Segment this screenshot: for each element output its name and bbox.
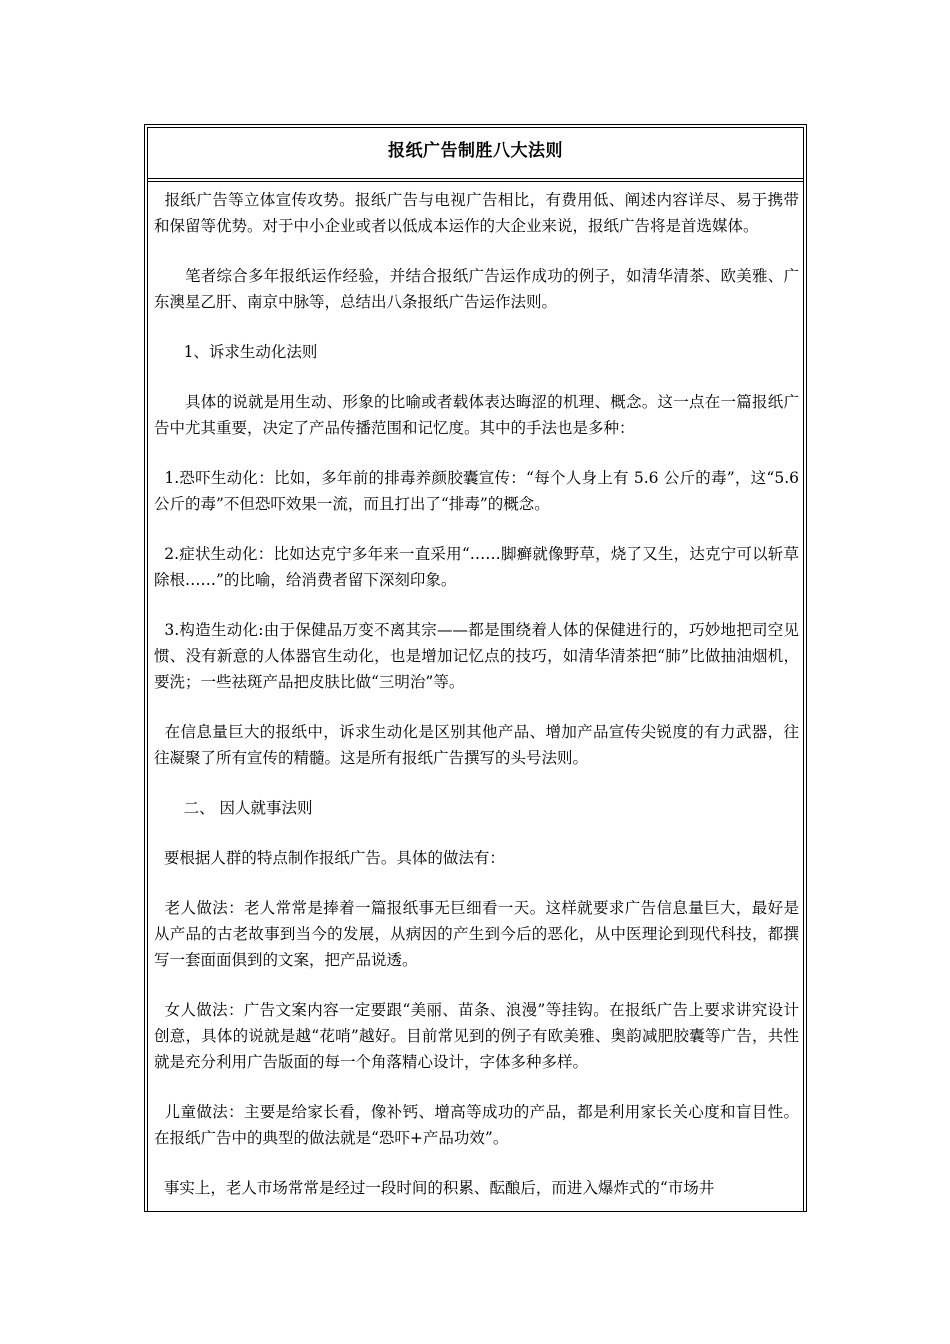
paragraph xyxy=(154,845,799,871)
paragraph xyxy=(154,1175,799,1201)
paragraph-gap xyxy=(154,821,799,845)
paragraph-text: 在信息量巨大的报纸中，诉求生动化是区别其他产品、增加产品宣传尖锐度的有力武器，往往凝聚了所有宣传的精髓。这是所有报纸广告撰写的头号法则。 xyxy=(154,723,799,767)
paragraph xyxy=(154,895,799,973)
paragraph xyxy=(154,339,799,365)
paragraph-text: 2.症状生动化：比如达克宁多年来一直采用“……脚癣就像野草，烧了又生，达克宁可以斩草除根……”的比喻，给消费者留下深刻印象。 xyxy=(154,545,800,589)
paragraph-text: 老人做法：老人常常是捧着一篇报纸事无巨细看一天。这样就要求广告信息量巨大，最好是从产品的古老故事到当今的发展，从病因的产生到今后的恶化，从中医理论到现代科技，都撰写一套面面俱到的文案，把产品说透。 xyxy=(154,899,799,969)
paragraph-indent xyxy=(154,1103,165,1121)
paragraph-gap xyxy=(154,315,799,339)
table-inner-border xyxy=(147,127,804,1211)
document-title: 报纸广告制胜八大法则 xyxy=(388,141,563,161)
paragraph xyxy=(154,997,799,1075)
paragraph-gap xyxy=(154,771,799,795)
paragraph xyxy=(154,465,799,517)
paragraph-indent xyxy=(154,469,164,487)
paragraph-text: 1.恐吓生动化：比如，多年前的排毒养颜胶囊宣传：“每个人身上有 5.6 公斤的毒”，这“5.6 公斤的毒”不但恐吓效果一流，而且打出了“排毒”的概念。 xyxy=(154,469,800,513)
paragraph-indent xyxy=(154,343,184,361)
paragraph-text: 1、诉求生动化法则 xyxy=(183,343,318,361)
paragraph-indent xyxy=(154,267,185,285)
paragraph-gap xyxy=(154,239,799,263)
paragraph-indent xyxy=(154,621,164,639)
paragraph xyxy=(154,389,799,441)
paragraph xyxy=(154,795,799,821)
paragraph-text: 二、 因人就事法则 xyxy=(183,799,313,817)
paragraph xyxy=(154,617,799,695)
paragraph-indent xyxy=(154,723,165,741)
paragraph-gap xyxy=(154,695,799,719)
paragraph-gap xyxy=(154,1151,799,1175)
paragraph-text: 事实上，老人市场常常是经过一段时间的积累、酝酿后，而进入爆炸式的“市场井 xyxy=(163,1179,715,1197)
paragraph-indent xyxy=(154,191,165,209)
paragraph-indent xyxy=(154,545,164,563)
paragraph-gap xyxy=(154,593,799,617)
paragraph-indent xyxy=(154,1179,164,1197)
paragraph-indent xyxy=(154,849,164,867)
paragraph-gap xyxy=(154,517,799,541)
paragraph-gap xyxy=(154,1075,799,1099)
paragraph xyxy=(154,1099,799,1151)
paragraph-text: 3.构造生动化:由于保健品万变不离其宗——都是围绕着人体的保健进行的，巧妙地把司空见惯、没有新意的人体器官生动化，也是增加记忆点的技巧，如清华清茶把“肺”比做抽油烟机，要洗；一些祛斑产品把皮肤比做“三明治”等。 xyxy=(154,621,799,691)
paragraph-indent xyxy=(154,1001,165,1019)
paragraph-text: 具体的说就是用生动、形象的比喻或者载体表达晦涩的机理、概念。这一点在一篇报纸广告中尤其重要，决定了产品传播范围和记忆度。其中的手法也是多种： xyxy=(154,393,799,437)
document-table xyxy=(144,124,807,1212)
paragraph-text: 报纸广告等立体宣传攻势。报纸广告与电视广告相比，有费用低、阐述内容详尽、易于携带和保留等优势。对于中小企业或者以低成本运作的大企业来说，报纸广告将是首选媒体。 xyxy=(154,191,799,235)
paragraph-gap xyxy=(154,973,799,997)
paragraph xyxy=(154,719,799,771)
paragraph-text: 女人做法：广告文案内容一定要跟“美丽、苗条、浪漫”等挂钩。在报纸广告上要求讲究设计创意，具体的说就是越“花哨”越好。目前常见到的例子有欧美雅、奥韵减肥胶囊等广告，共性就是充分利用广告版面的每一个角落精心设计，字体多种多样。 xyxy=(154,1001,799,1071)
document-body xyxy=(148,182,803,1201)
paragraph-text: 笔者综合多年报纸运作经验，并结合报纸广告运作成功的例子，如清华清茶、欧美雅、广东澳星乙肝、南京中脉等，总结出八条报纸广告运作法则。 xyxy=(154,267,799,311)
paragraph xyxy=(154,187,799,239)
title-row xyxy=(148,128,803,182)
paragraph-gap xyxy=(154,365,799,389)
paragraph-text: 要根据人群的特点制作报纸广告。具体的做法有： xyxy=(163,849,505,867)
paragraph-indent xyxy=(154,899,165,917)
paragraph-indent xyxy=(154,799,184,817)
paragraph-text: 儿童做法：主要是给家长看，像补钙、增高等成功的产品，都是利用家长关心度和盲目性。在报纸广告中的典型的做法就是“恐吓+产品功效”。 xyxy=(154,1103,799,1147)
title-divider xyxy=(148,178,803,179)
paragraph-gap xyxy=(154,441,799,465)
paragraph xyxy=(154,263,799,315)
paragraph-indent xyxy=(154,393,185,411)
paragraph-gap xyxy=(154,871,799,895)
paragraph xyxy=(154,541,799,593)
